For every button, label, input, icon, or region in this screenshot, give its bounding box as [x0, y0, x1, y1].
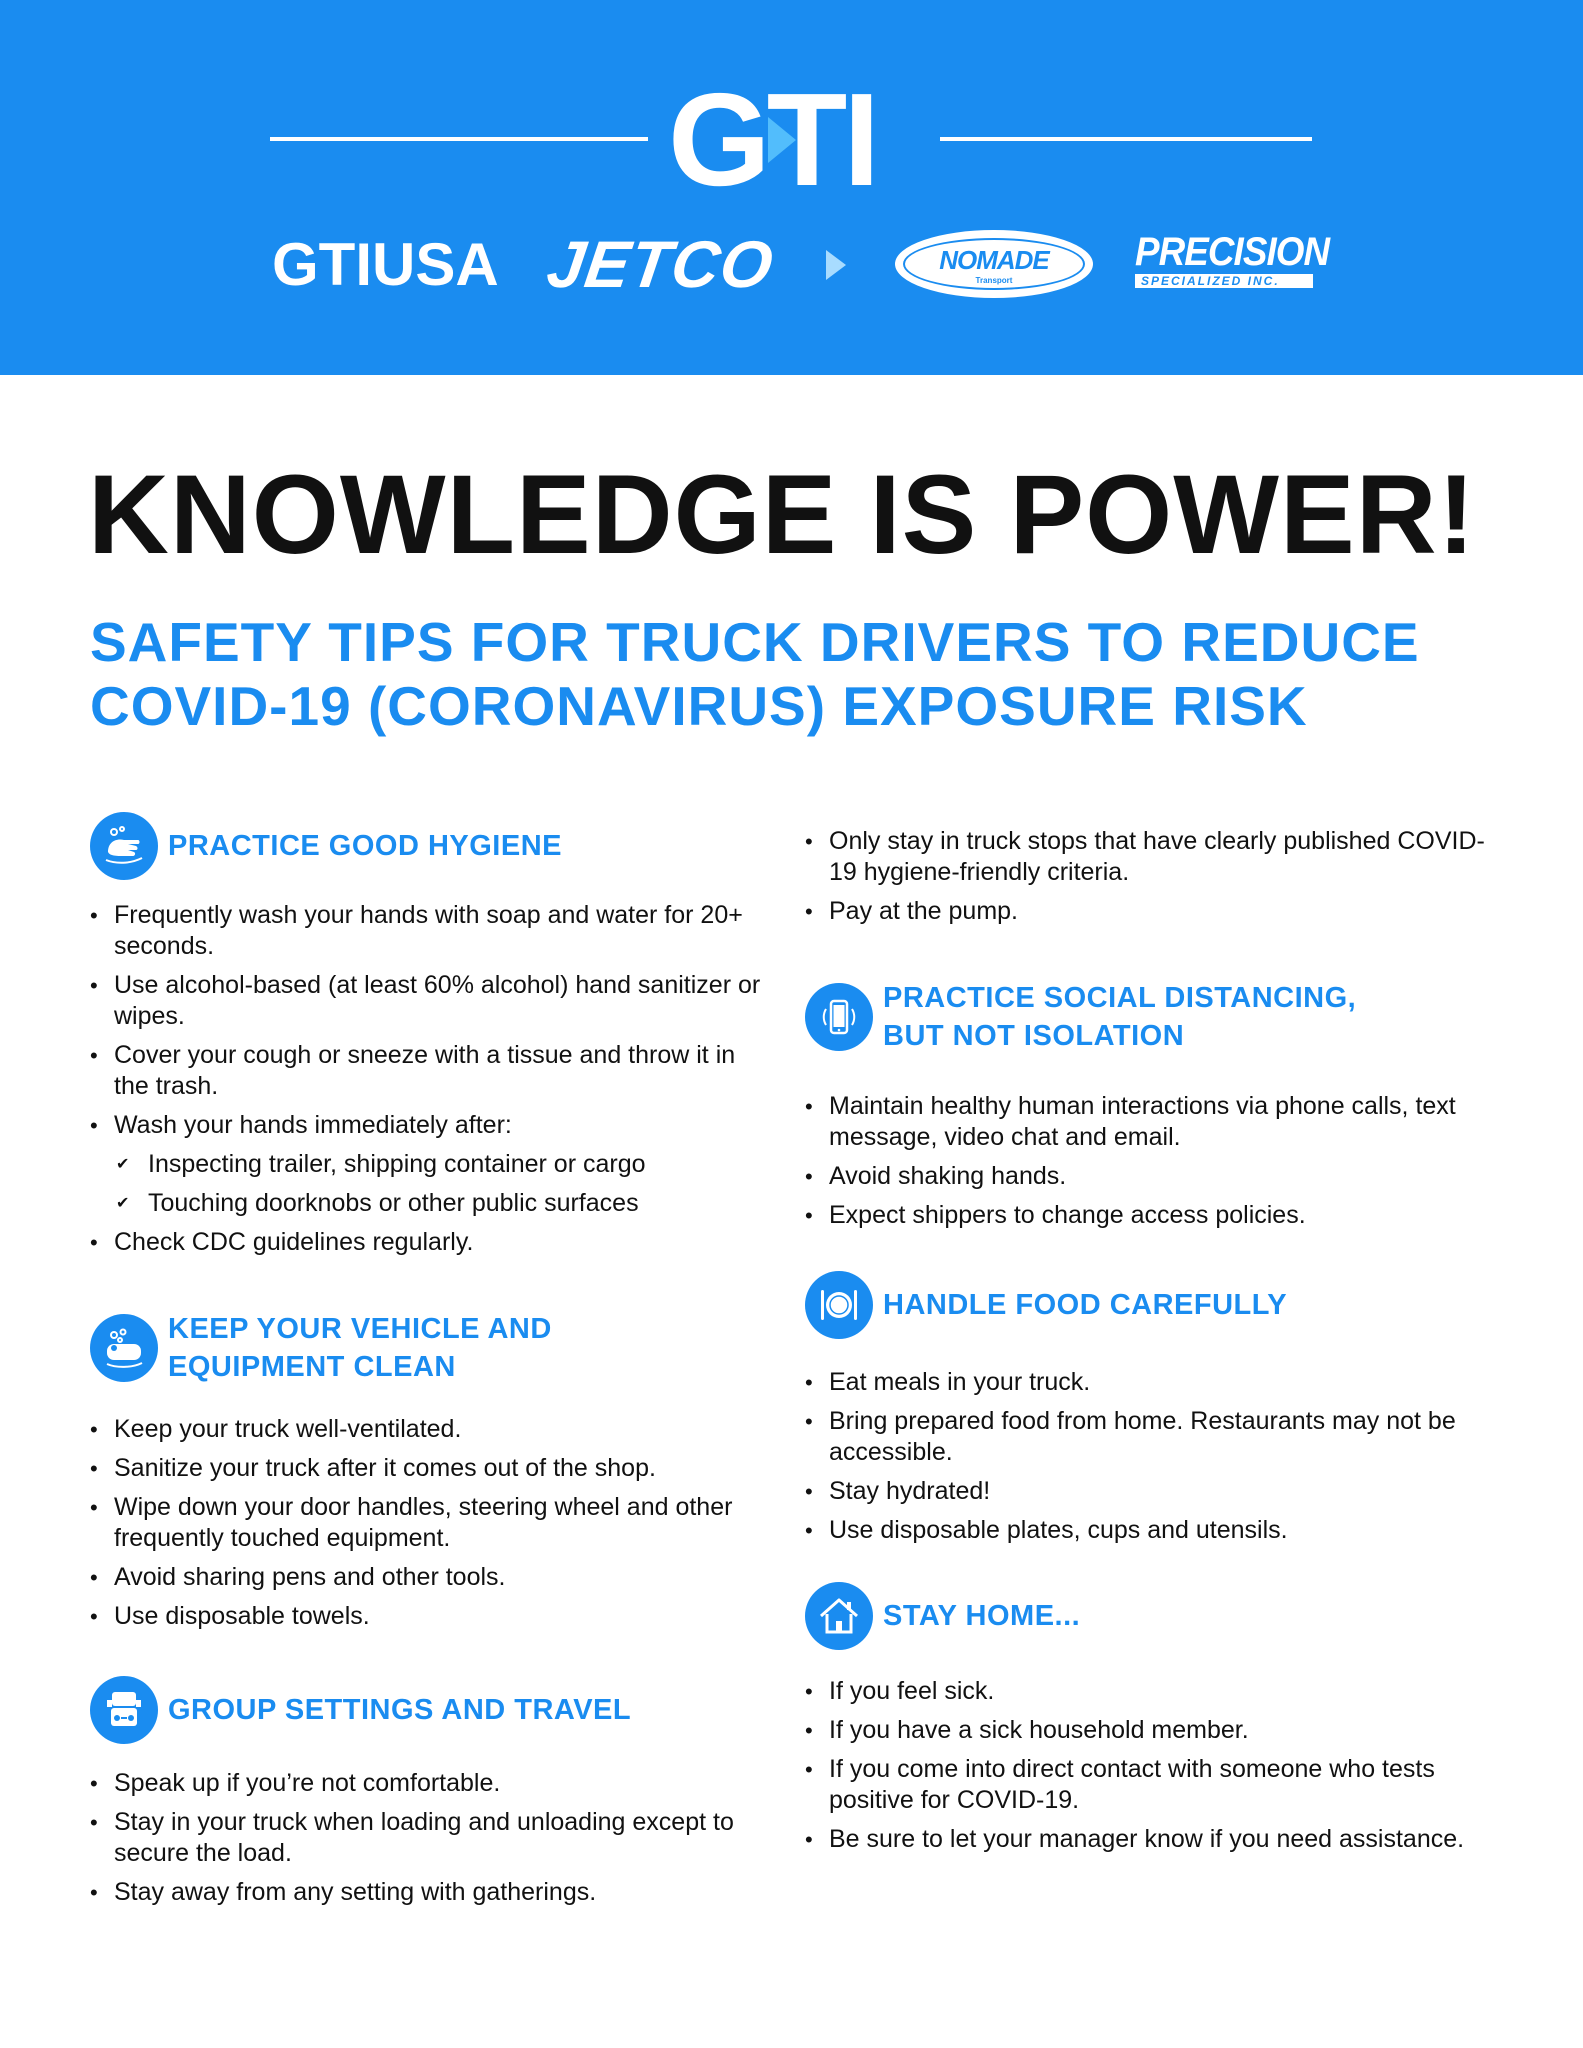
list-item: • Speak up if you’re not comfortable. [90, 1768, 770, 1799]
section-title-line-1: PRACTICE SOCIAL DISTANCING, [883, 982, 1357, 1014]
soap-sponge-icon [90, 1314, 158, 1382]
list-item: • Wipe down your door handles, steering wheel and other frequently touched equipment. [90, 1492, 770, 1554]
list-item: • Bring prepared food from home. Restaurants may not be accessible. [805, 1406, 1485, 1468]
bullet-list [805, 1367, 1485, 1546]
list-item: • Sanitize your truck after it comes out of the shop. [90, 1453, 770, 1484]
section-stay-home [805, 1582, 1485, 1855]
section-hygiene [90, 812, 770, 1258]
list-item: • If you have a sick household member. [805, 1715, 1485, 1746]
section-title [168, 1310, 552, 1386]
header-banner [0, 0, 1583, 375]
bullet-list [805, 1091, 1485, 1231]
section-header [805, 979, 1485, 1055]
handwash-icon [90, 812, 158, 880]
bullet-list [90, 1414, 770, 1632]
list-item: • Cover your cough or sneeze with a tissue and throw it in the trash. [90, 1040, 770, 1102]
section-header [90, 1310, 770, 1386]
list-item: • Check CDC guidelines regularly. [90, 1227, 770, 1258]
list-item: • Avoid shaking hands. [805, 1161, 1485, 1192]
subtitle-line-1: SAFETY TIPS FOR TRUCK DRIVERS TO REDUCE [90, 611, 1420, 673]
section-title: PRACTICE GOOD HYGIENE [168, 830, 562, 862]
house-icon [805, 1582, 873, 1650]
list-item: • Be sure to let your manager know if you need assistance. [805, 1824, 1485, 1855]
precision-logo [1135, 230, 1330, 288]
precision-logo-subtext: SPECIALIZED INC. [1135, 274, 1313, 288]
subtitle-line-2: COVID-19 (CORONAVIRUS) EXPOSURE RISK [90, 675, 1308, 737]
section-title-line-2: BUT NOT ISOLATION [883, 1020, 1185, 1052]
list-item: • If you come into direct contact with someone who tests positive for COVID-19. [805, 1754, 1485, 1816]
list-item: • If you feel sick. [805, 1676, 1485, 1707]
checklist-item: ✔ Touching doorknobs or other public surfaces [90, 1188, 770, 1219]
list-item: • Use alcohol-based (at least 60% alcohol) hand sanitizer or wipes. [90, 970, 770, 1032]
jetco-logo: JETCO [542, 227, 779, 301]
left-column [90, 812, 770, 1916]
gtiusa-logo: GTIUSA [272, 231, 499, 298]
list-item: • Pay at the pump. [805, 896, 1485, 927]
section-social-distancing [805, 979, 1485, 1231]
nomade-logo-text: NOMADE [939, 245, 1049, 275]
list-item: • Only stay in truck stops that have clearly published COVID-19 hygiene-friendly criteria. [805, 826, 1485, 888]
section-title-line-1: KEEP YOUR VEHICLE AND [168, 1313, 552, 1345]
truck-front-icon [90, 1676, 158, 1744]
section-title-line-2: EQUIPMENT CLEAN [168, 1351, 456, 1383]
section-header [805, 1271, 1485, 1339]
list-item: • Expect shippers to change access policies. [805, 1200, 1485, 1231]
list-item: • Stay in your truck when loading and unloading except to secure the load. [90, 1807, 770, 1869]
list-item: • Keep your truck well-ventilated. [90, 1414, 770, 1445]
section-header [90, 812, 770, 880]
checklist-item: ✔ Inspecting trailer, shipping container or cargo [90, 1149, 770, 1180]
section-title: HANDLE FOOD CAREFULLY [883, 1289, 1288, 1321]
list-item: • Use disposable plates, cups and utensils. [805, 1515, 1485, 1546]
list-item: • Maintain healthy human interactions via phone calls, text message, video chat and email. [805, 1091, 1485, 1153]
section-header [805, 1582, 1485, 1650]
section-group-settings-continued [805, 826, 1485, 927]
bullet-list [90, 900, 770, 1258]
precision-logo-text: PRECISION [1135, 230, 1330, 274]
section-food [805, 1271, 1485, 1546]
jetco-arrow-icon [826, 250, 846, 280]
list-item: • Use disposable towels. [90, 1601, 770, 1632]
section-header [90, 1676, 770, 1744]
nomade-logo [895, 230, 1093, 298]
bullet-list [90, 1768, 770, 1908]
arrow-icon [768, 117, 796, 163]
phone-icon [805, 983, 873, 1051]
list-item: • Stay away from any setting with gatherings. [90, 1877, 770, 1908]
list-item: • Wash your hands immediately after: [90, 1110, 770, 1141]
list-item: • Avoid sharing pens and other tools. [90, 1562, 770, 1593]
page-subtitle [90, 610, 1510, 738]
gti-logo-row [0, 66, 1583, 213]
section-title: GROUP SETTINGS AND TRAVEL [168, 1694, 632, 1726]
partner-logos [0, 228, 1583, 308]
plate-utensils-icon [805, 1271, 873, 1339]
section-title: STAY HOME... [883, 1600, 1081, 1632]
gti-logo: GTI [668, 66, 876, 213]
section-vehicle-clean [90, 1310, 770, 1632]
list-item: • Eat meals in your truck. [805, 1367, 1485, 1398]
nomade-logo-subtext: Transport [975, 276, 1013, 285]
list-item: • Stay hydrated! [805, 1476, 1485, 1507]
section-group-settings [90, 1676, 770, 1908]
page-title: KNOWLEDGE IS POWER! [88, 452, 1476, 577]
bullet-list [805, 1676, 1485, 1855]
divider-line-right [940, 137, 1312, 141]
divider-line-left [270, 137, 648, 141]
list-item: • Frequently wash your hands with soap and water for 20+ seconds. [90, 900, 770, 962]
section-title [883, 979, 1356, 1055]
bullet-list [805, 826, 1485, 927]
right-column [805, 826, 1485, 1863]
